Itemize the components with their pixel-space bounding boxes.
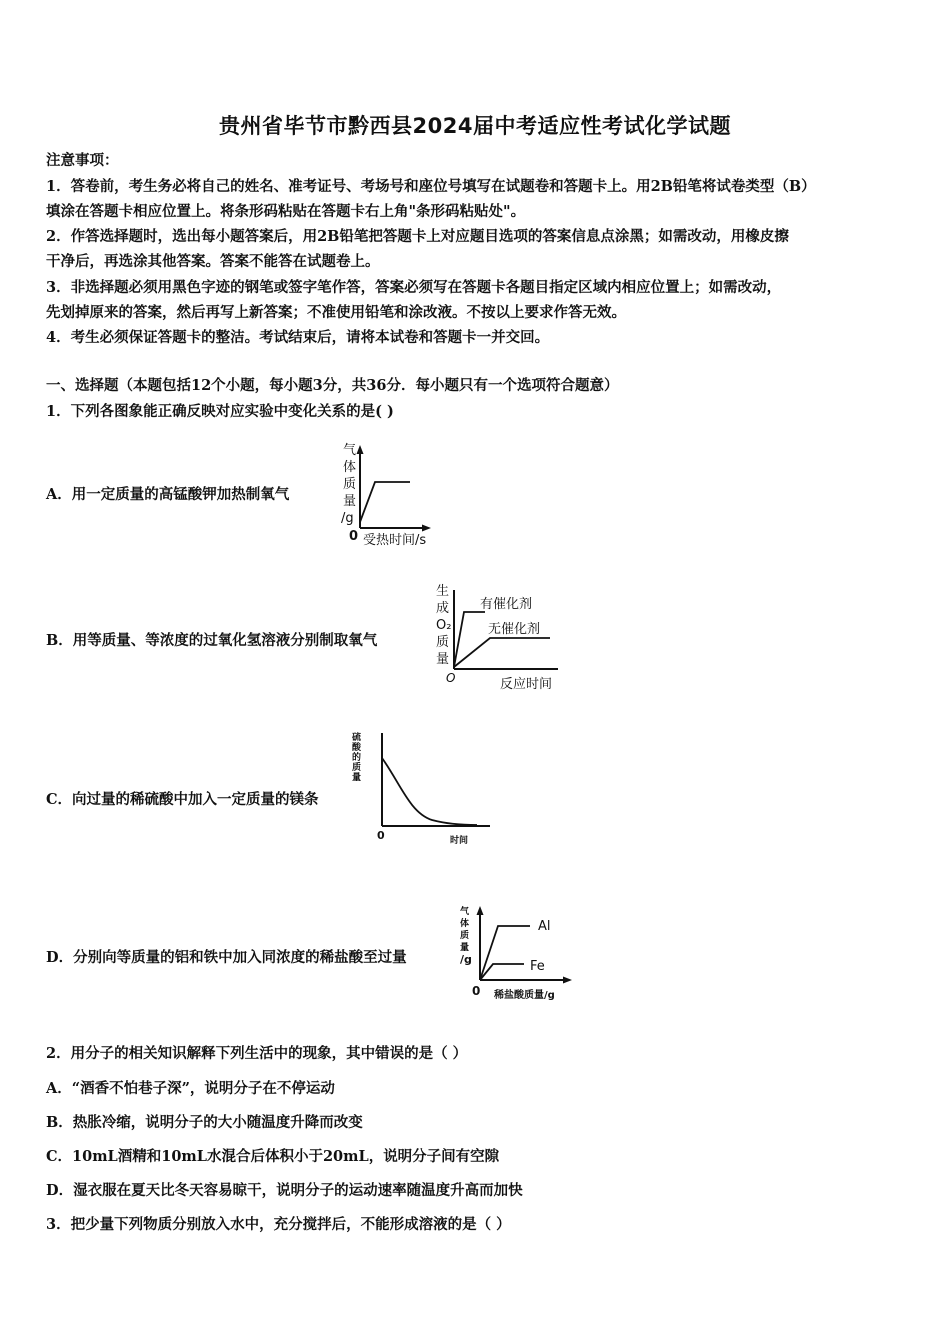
chart-a-ylabel-char: 量 — [343, 494, 357, 509]
chart-b-series-no-catalyst — [454, 638, 550, 667]
chart-b-series-catalyst — [454, 612, 485, 667]
chart-a-ylabel-char: 气 — [343, 443, 357, 458]
chart-a-y-arrow — [357, 445, 364, 454]
chart-d-ylabel-char: /g — [460, 953, 472, 966]
chart-d-ylabel-char: 气 — [460, 907, 470, 917]
chart-d-ylabel-char: 体 — [460, 919, 470, 929]
chart-c-ylabel-char: 硫 — [352, 733, 362, 743]
chart-c-ylabel-char: 质 — [352, 763, 362, 773]
notice-line: 1．答卷前，考生务必将自己的姓名、准考证号、考场号和座位号填写在试题卷和答题卡上。用2B铅笔将试卷类型（B） — [46, 178, 816, 195]
q2-option-d: D．湿衣服在夏天比冬天容易晾干，说明分子的运动速率随温度升高而加快 — [46, 1182, 523, 1199]
chart-b — [430, 582, 570, 692]
chart-b-ylabel-char: 质 — [436, 635, 450, 650]
chart-a-xlabel: 受热时间/s — [363, 533, 427, 548]
notice-line: 先划掉原来的答案，然后再写上新答案；不准使用铅笔和涂改液。不按以上要求作答无效。 — [46, 304, 626, 321]
chart-b-ylabel-char: O₂ — [436, 618, 452, 633]
chart-a — [325, 440, 450, 550]
chart-d-series-label: Al — [538, 919, 551, 934]
chart-d-origin: 0 — [472, 984, 481, 998]
question-2-stem: 2．用分子的相关知识解释下列生活中的现象，其中错误的是（ ） — [46, 1045, 468, 1062]
chart-b-ylabel-char: 成 — [436, 601, 450, 616]
chart-b-ylabel-char: 量 — [436, 652, 450, 667]
chart-a-x-arrow — [422, 525, 431, 532]
chart-c-ylabel-char: 量 — [352, 773, 362, 783]
chart-d-series-label: Fe — [530, 959, 545, 974]
chart-d — [458, 902, 583, 1002]
question-1-stem: 1．下列各图象能正确反映对应实验中变化关系的是( ) — [46, 403, 394, 420]
q1-option-b: B．用等质量、等浓度的过氧化氢溶液分别制取氧气 — [46, 632, 378, 649]
notice-line: 2．作答选择题时，选出每小题答案后，用2B铅笔把答题卡上对应题目选项的答案信息点涂黑；如需改动，用橡皮擦 — [46, 228, 789, 245]
chart-c-curve — [382, 758, 477, 825]
chart-b-series-label: 无催化剂 — [488, 622, 541, 637]
q2-option-a: A．“酒香不怕巷子深”，说明分子在不停运动 — [46, 1080, 335, 1097]
page-title: 贵州省毕节市黔西县2024届中考适应性考试化学试题 — [219, 114, 731, 138]
chart-c-origin: 0 — [377, 829, 385, 842]
chart-a-ylabel-char: /g — [341, 511, 354, 526]
q2-option-c: C．10mL酒精和10mL水混合后体积小于20mL，说明分子间有空隙 — [46, 1148, 500, 1165]
notice-line: 3．非选择题必须用黑色字迹的钢笔或签字笔作答，答案必须写在答题卡各题目指定区域内相应位置上；如需改动， — [46, 279, 782, 296]
chart-d-xlabel: 稀盐酸质量/g — [494, 990, 555, 1001]
chart-b-origin: O — [446, 671, 456, 685]
chart-d-ylabel-char: 量 — [460, 943, 470, 953]
chart-d-x-arrow — [563, 977, 572, 984]
q1-option-c: C．向过量的稀硫酸中加入一定质量的镁条 — [46, 791, 319, 808]
chart-c-ylabel-char: 酸 — [352, 743, 362, 753]
section-heading: 一、选择题（本题包括12个小题，每小题3分，共36分．每小题只有一个选项符合题意） — [46, 377, 619, 394]
chart-a-ylabel-char: 体 — [343, 460, 357, 475]
chart-a-ylabel-char: 质 — [343, 477, 357, 492]
notice-line: 填涂在答题卡相应位置上。将条形码粘贴在答题卡右上角"条形码粘贴处"。 — [46, 203, 526, 220]
notice-line: 干净后，再选涂其他答案。答案不能答在试题卷上。 — [46, 253, 380, 270]
q1-option-d: D．分别向等质量的铝和铁中加入同浓度的稀盐酸至过量 — [46, 949, 407, 966]
chart-c-xlabel: 时间 — [450, 836, 469, 846]
chart-d-ylabel-char: 质 — [460, 931, 470, 941]
chart-a-curve — [360, 482, 410, 522]
chart-c — [352, 728, 492, 848]
chart-c-ylabel-char: 的 — [352, 753, 362, 763]
q1-option-a: A．用一定质量的高锰酸钾加热制氧气 — [46, 486, 290, 503]
chart-a-origin: 0 — [349, 529, 359, 544]
notice-heading: 注意事项： — [46, 152, 119, 169]
chart-b-xlabel: 反应时间 — [500, 677, 553, 692]
question-3-stem: 3．把少量下列物质分别放入水中，充分搅拌后，不能形成溶液的是（ ） — [46, 1216, 511, 1233]
notice-line: 4．考生必须保证答题卡的整洁。考试结束后，请将本试卷和答题卡一并交回。 — [46, 329, 550, 346]
chart-b-series-label: 有催化剂 — [480, 597, 533, 612]
chart-d-series-fe — [480, 964, 524, 980]
chart-d-y-arrow — [477, 906, 484, 915]
chart-b-ylabel-char: 生 — [436, 584, 450, 599]
q2-option-b: B．热胀冷缩，说明分子的大小随温度升降而改变 — [46, 1114, 363, 1131]
